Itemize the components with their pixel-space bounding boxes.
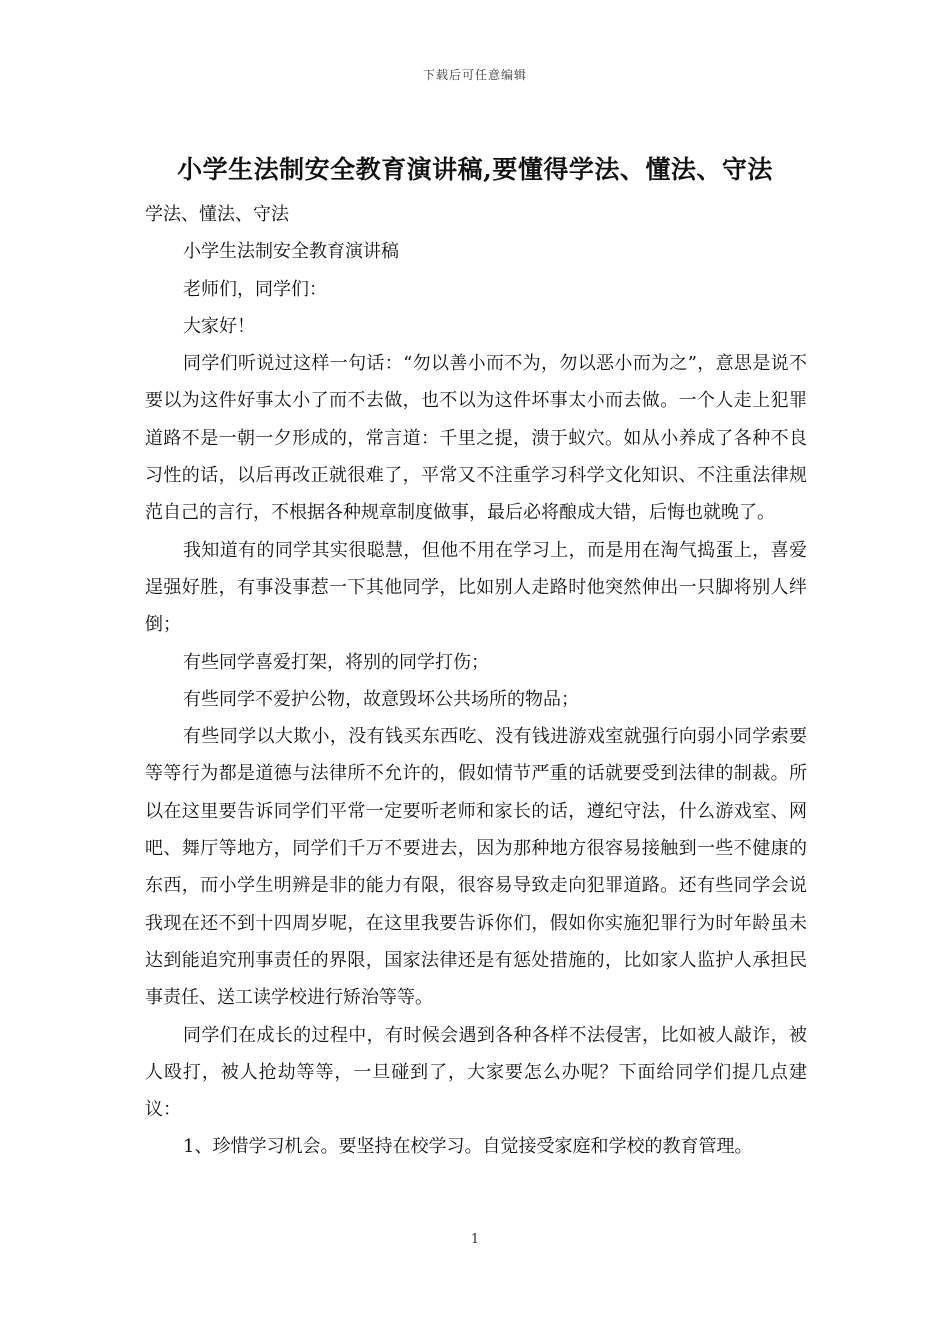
page-header: 下载后可任意编辑 bbox=[422, 68, 527, 82]
document-body bbox=[145, 196, 807, 1166]
paragraph: 同学们听说过这样一句话：“勿以善小而不为，勿以恶小而为之”，意思是说不要以为这件好事太小了而不去做，也不以为这件坏事太小而去做。一个人走上犯罪道路不是一朝一夕形成的，常言道：千里之提，溃于蚁穴。如从小养成了各种不良习性的话，以后再改正就很难了，平常又不注重学习科学文化知识、不注重法律规范自己的言行，不根据各种规章制度做事，最后必将酿成大错，后悔也就晚了。 bbox=[145, 353, 807, 524]
paragraph: 有些同学以大欺小，没有钱买东西吃、没有钱进游戏室就强行向弱小同学索要等等行为都是道德与法律所不允许的，假如情节严重的话就要受到法律的制裁。所以在这里要告诉同学们平常一定要听老师和家长的话，遵纪守法，什么游戏室、网吧、舞厅等地方，同学们千万不要进去，因为那种地方很容易接触到一些不健康的东西，而小学生明辨是非的能力有限，很容易导致走向犯罪道路。还有些同学会说我现在还不到十四周岁呢，在这里我要告诉你们，假如你实施犯罪行为时年龄虽未达到能追究刑事责任的界限，国家法律还是有惩处措施的，比如家人监护人承担民事责任、送工读学校进行矫治等等。 bbox=[145, 726, 807, 1009]
paragraph: 我知道有的同学其实很聪慧，但他不用在学习上，而是用在淘气捣蛋上，喜爱逞强好胜，有事没事惹一下其他同学，比如别人走路时他突然伸出一只脚将别人绊倒； bbox=[145, 539, 807, 636]
paragraph: 有些同学喜爱打架，将别的同学打伤； bbox=[183, 651, 489, 673]
page-number: 1 bbox=[470, 1232, 480, 1247]
paragraph: 同学们在成长的过程中，有时候会遇到各种各样不法侵害，比如被人敲诈，被人殴打，被人抢劫等等，一旦碰到了，大家要怎么办呢？下面给同学们提几点建议： bbox=[145, 1024, 807, 1121]
paragraph: 小学生法制安全教育演讲稿 bbox=[183, 241, 399, 263]
paragraph-list-item: 1、珍惜学习机会。要坚持在校学习。自觉接受家庭和学校的教育管理。 bbox=[183, 1136, 753, 1158]
paragraph-subtitle: 学法、懂法、守法 bbox=[145, 204, 289, 225]
paragraph-greeting: 大家好！ bbox=[183, 315, 255, 337]
paragraph: 有些同学不爱护公物，故意毁坏公共场所的物品； bbox=[183, 688, 579, 710]
paragraph-salutation: 老师们，同学们： bbox=[183, 278, 327, 300]
document-title: 小学生法制安全教育演讲稿,要懂得学法、懂法、守法 bbox=[177, 155, 773, 184]
